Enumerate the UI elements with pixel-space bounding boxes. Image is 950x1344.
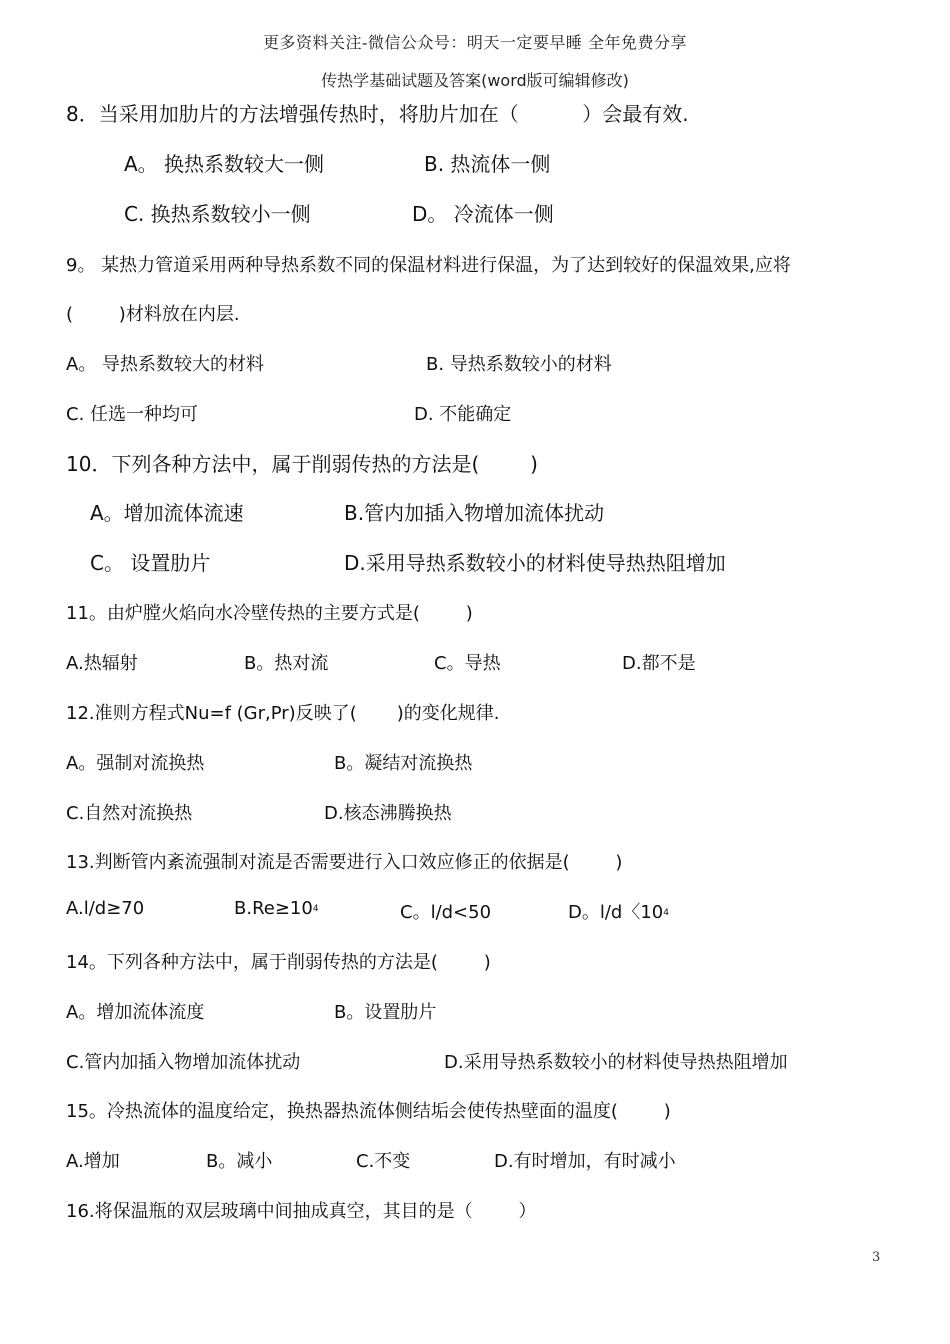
question-9-option-a: A。 导热系数较大的材料 xyxy=(66,354,265,375)
question-15-option-c: C.不变 xyxy=(356,1151,411,1172)
question-14-option-a: A。增加流体流度 xyxy=(66,1002,205,1023)
question-12-option-c: C.自然对流换热 xyxy=(66,803,193,824)
question-12-option-b: B。凝结对流换热 xyxy=(334,753,473,774)
question-9-option-c: C. 任选一种均可 xyxy=(66,404,199,425)
question-9-option-b: B. 导热系数较小的材料 xyxy=(426,354,612,375)
document-title: 传热学基础试题及答案(word版可编辑修改) xyxy=(321,71,629,90)
question-15-option-a: A.增加 xyxy=(66,1151,120,1172)
question-10-option-a: A。增加流体流速 xyxy=(90,501,244,525)
question-9-option-d: D. 不能确定 xyxy=(414,404,512,425)
question-15-stem: 15。冷热流体的温度给定，换热器热流体侧结垢会使传热壁面的温度( ) xyxy=(66,1101,671,1122)
question-8-option-a: A。 换热系数较大一侧 xyxy=(124,152,325,176)
exponent-b: 4 xyxy=(312,904,319,914)
question-14-option-b: B。设置肋片 xyxy=(334,1002,437,1023)
question-8-option-b: B. 热流体一侧 xyxy=(424,152,551,176)
question-8-stem: 8．当采用加肋片的方法增强传热时，将肋片加在（ ）会最有效. xyxy=(66,102,689,126)
page-number: 3 xyxy=(872,1250,881,1265)
question-8-option-c: C. 换热系数较小一侧 xyxy=(124,202,311,226)
question-13-option-b-text: B.Re≥10 xyxy=(234,898,313,919)
question-12-option-a: A。强制对流换热 xyxy=(66,753,205,774)
question-13-option-c: C。l/d<50 xyxy=(400,902,492,923)
promo-header: 更多资料关注-微信公众号：明天一定要早睡 全年免费分享 xyxy=(263,33,687,52)
question-13-option-d-text: D。l/d〈10 xyxy=(568,902,664,923)
question-14-option-c: C.管内加插入物增加流体扰动 xyxy=(66,1052,301,1073)
question-13-stem: 13.判断管内紊流强制对流是否需要进行入口效应修正的依据是( ) xyxy=(66,852,623,873)
question-13-option-a: A.l/d≥70 xyxy=(66,898,145,919)
question-13-option-d xyxy=(568,898,669,924)
question-9-stem: 9。 某热力管道采用两种导热系数不同的保温材料进行保温，为了达到较好的保温效果,应将 xyxy=(66,255,791,276)
question-9-stem-cont: ( )材料放在内层. xyxy=(66,304,240,325)
question-10-stem: 10．下列各种方法中，属于削弱传热的方法是( ) xyxy=(66,452,538,476)
question-10-option-c: C。 设置肋片 xyxy=(90,551,211,575)
question-15-option-b: B。减小 xyxy=(206,1151,273,1172)
question-10-option-b: B.管内加插入物增加流体扰动 xyxy=(344,501,605,525)
question-16-stem: 16.将保温瓶的双层玻璃中间抽成真空，其目的是（ ） xyxy=(66,1201,537,1222)
question-15-option-d: D.有时增加，有时减小 xyxy=(494,1151,676,1172)
question-11-option-b: B。热对流 xyxy=(244,653,329,674)
question-12-option-d: D.核态沸腾换热 xyxy=(324,803,452,824)
question-12-stem: 12.准则方程式Nu=f (Gr,Pr)反映了( )的变化规律. xyxy=(66,703,500,724)
question-11-stem: 11。由炉膛火焰向水冷壁传热的主要方式是( ) xyxy=(66,603,473,624)
question-11-option-c: C。导热 xyxy=(434,653,501,674)
question-8-option-d: D。 冷流体一侧 xyxy=(412,202,554,226)
exponent-d: 4 xyxy=(663,908,669,918)
question-13-option-b xyxy=(234,898,319,919)
question-11-option-a: A.热辐射 xyxy=(66,653,138,674)
question-11-option-d: D.都不是 xyxy=(622,653,696,674)
question-10-option-d: D.采用导热系数较小的材料使导热热阻增加 xyxy=(344,551,726,575)
question-14-option-d: D.采用导热系数较小的材料使导热热阻增加 xyxy=(444,1052,788,1073)
question-14-stem: 14。下列各种方法中，属于削弱传热的方法是( ) xyxy=(66,952,491,973)
